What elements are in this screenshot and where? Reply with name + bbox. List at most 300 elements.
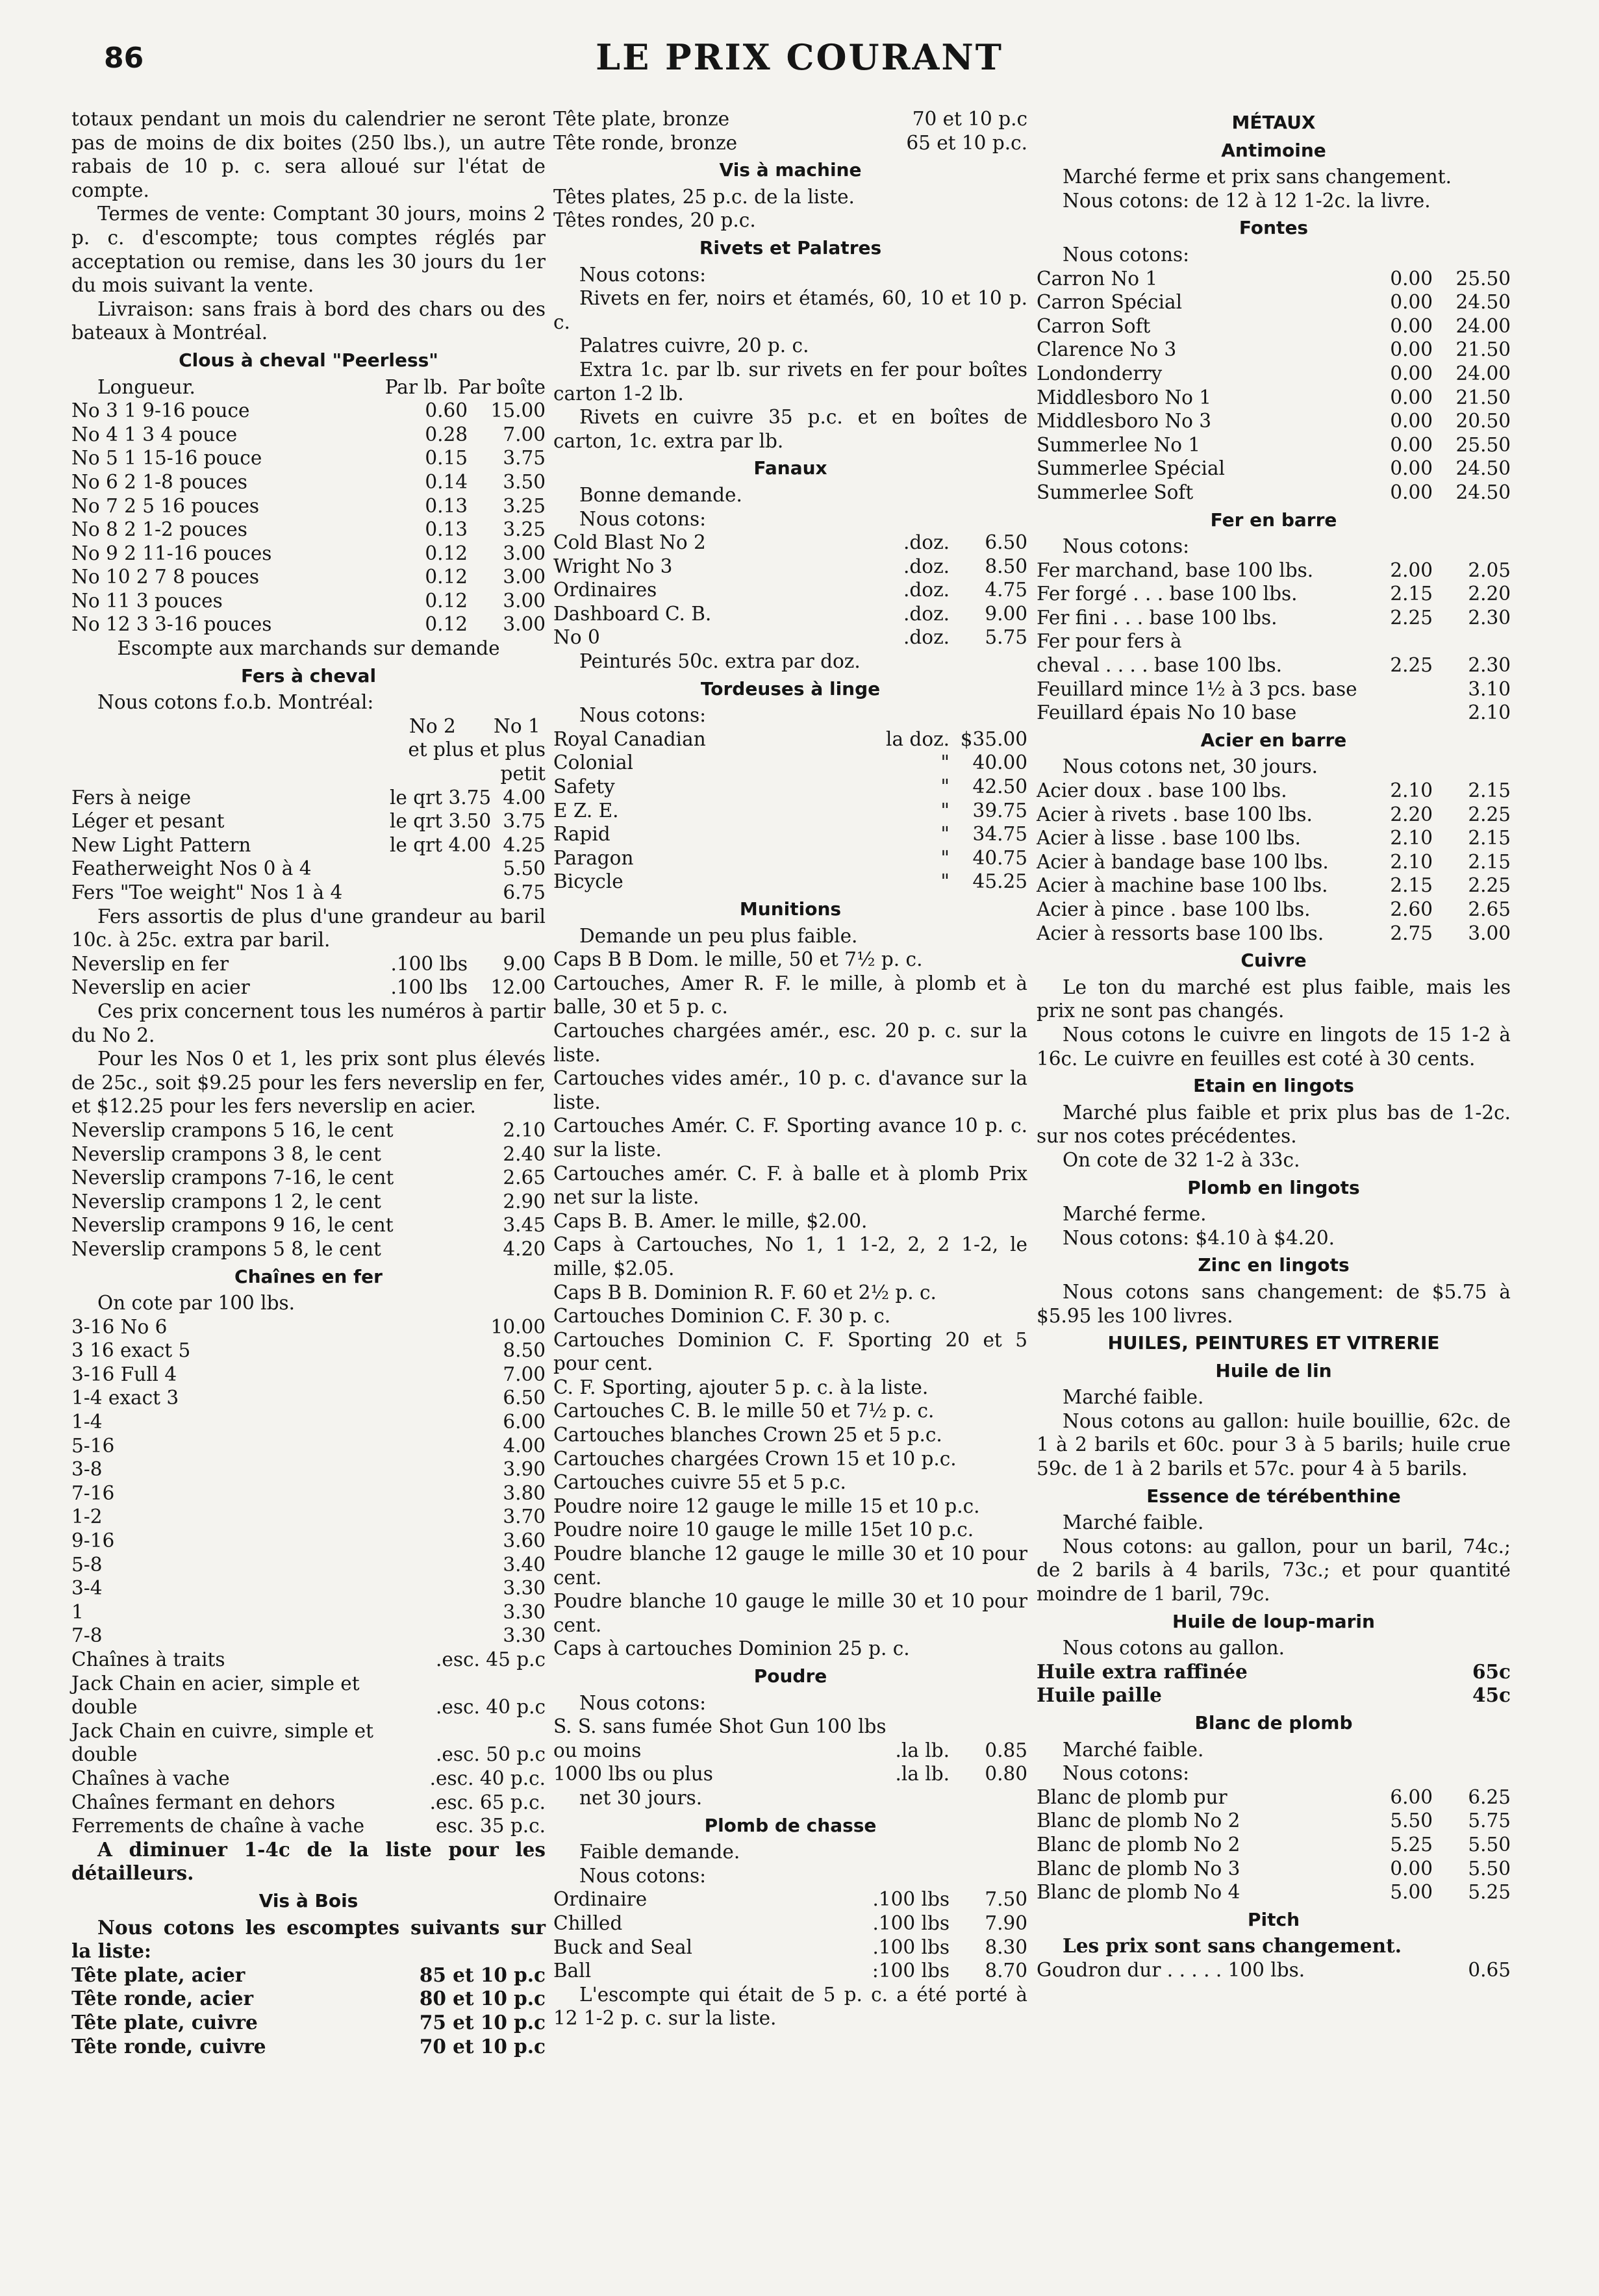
section-title: Plomb de chasse [704,1814,877,1836]
price-value: 4.75 [985,579,1027,601]
paragraph: Nous cotons au gallon: huile bouillie, 62c. de 1 à 2 barils et 60c. pour 3 à 5 barils; huile crue 59c. de 1 à 2 barils et 57c. pour 4 à 5 barils. [1037,1409,1511,1480]
item-label: Ball [553,1960,592,1982]
section-title: Zinc en lingots [1198,1254,1350,1276]
paragraph: Caps B B. Dominion R. F. 60 et 2½ p. c. [553,1281,937,1304]
item-label: Blanc de plomb No 4 [1037,1881,1240,1904]
paragraph: Livraison: sans frais à bord des chars ou des bateaux à Montréal. [71,297,546,344]
item-label: Neverslip crampons 5 8, le cent [71,1237,381,1260]
price-value: 4.00 [503,786,546,809]
paragraph: Demande un peu plus faible. [579,924,858,947]
price-value: 4.00 [503,1434,546,1457]
price-value: 0.00 [1390,267,1433,290]
price-row [71,2011,546,2035]
price-row [1037,898,1511,922]
price-value: " [940,776,950,798]
price-row [71,1695,546,1719]
paragraph: Marché faible. [1063,1738,1204,1761]
item-label: Huile extra raffinée [1037,1659,1248,1683]
price-row [1037,433,1511,457]
paragraph: Nous cotons: [579,1864,707,1887]
item-label: Bicycle [553,870,623,893]
section-title: Huile de lin [1215,1359,1332,1381]
item-label: Neverslip crampons 7-16, le cent [71,1167,394,1189]
price-value: 3.00 [503,542,546,564]
paragraph: Peinturés 50c. extra par doz. [579,650,861,673]
paragraph: Marché faible. [1063,1386,1204,1409]
paragraph: Nous cotons f.o.b. Montréal: [97,691,374,714]
price-value: 4.25 [503,833,546,856]
item-label: Royal Canadian [553,727,706,750]
paragraph: Nous cotons: $4.10 à $4.20. [1063,1226,1335,1249]
item-label: Blanc de plomb pur [1037,1785,1228,1808]
price-row [553,1959,1027,1983]
item-label: double [71,1696,138,1719]
paragraph: Termes de vente: Comptant 30 jours, moins 2 p. c. d'escompte; tous comptes réglés par acceptation ou remise, dans les 30 jours du 1er du mois suivant la vente. [71,203,546,297]
price-value: 2.40 [503,1142,546,1165]
price-value: 2.10 [503,1118,546,1141]
price-value: 3.80 [503,1482,546,1504]
price-value: 2.25 [1468,803,1511,826]
price-row [1037,1880,1511,1904]
price-row [553,602,1027,626]
price-value: .esc. 40 p.c [436,1696,546,1719]
item-label: Summerlee No 1 [1037,433,1201,456]
price-value: 5.75 [1468,1810,1511,1832]
item-label: Ordinaires [553,579,657,601]
item-label: Safety [553,776,615,798]
price-value: 3.00 [503,613,546,636]
price-value: 3.50 [503,470,546,493]
price-row [1037,922,1511,946]
price-row [1037,481,1511,505]
price-value: le qrt 3.50 [390,810,492,833]
price-value: 24.00 [1455,362,1511,385]
price-value: 3.30 [503,1600,546,1623]
price-value: 2.05 [1468,559,1511,581]
price-value: 6.50 [985,531,1027,554]
price-row [71,1315,546,1339]
price-row [1037,314,1511,338]
item-label: 1-2 [71,1506,103,1528]
price-value: 3.25 [503,494,546,517]
price-row [71,1237,546,1261]
section-title: Vis à machine [719,159,862,181]
price-value: 5.00 [1390,1881,1433,1904]
item-label: Chilled [553,1911,623,1934]
item-label: Dashboard C. B. [553,602,712,625]
price-value: 0.00 [1390,433,1433,456]
price-value: 12.00 [490,976,546,999]
price-value: 0.13 [425,518,468,541]
table-header [71,375,546,399]
price-row [71,589,546,613]
price-row [1037,653,1511,677]
price-row [71,1457,546,1482]
price-value: 10.00 [490,1315,546,1338]
price-row [71,833,546,857]
price-value: 34.75 [972,823,1027,846]
price-value: 3.10 [1468,677,1511,700]
price-value: 0.14 [425,470,468,493]
price-value: .esc. 40 p.c. [429,1767,546,1789]
paragraph: On cote par 100 lbs. [97,1292,296,1315]
item-label: 5-8 [71,1553,103,1576]
item-label: S. S. sans fumée Shot Gun 100 lbs [553,1715,887,1738]
paragraph: Marché faible. [1063,1511,1204,1534]
item-label: Léger et pesant [71,810,225,833]
price-row [553,846,1027,870]
price-value: $35.00 [960,727,1027,750]
price-value: 0.00 [1390,314,1433,337]
price-value: 5.50 [1468,1857,1511,1880]
paragraph: Nous cotons: [579,704,707,727]
paragraph: Nous cotons: [579,263,707,286]
section-title: Clous à cheval "Peerless" [179,349,438,371]
section-title: Cuivre [1240,950,1307,972]
item-label: Acier à lisse . base 100 lbs. [1037,827,1301,850]
price-row [71,1505,546,1529]
price-value: 21.50 [1455,386,1511,409]
price-value: 8.50 [503,1339,546,1362]
item-label: Middlesboro No 3 [1037,410,1212,433]
price-value: 2.65 [1468,898,1511,920]
price-value: 2.60 [1390,898,1433,920]
price-row [1037,629,1511,653]
item-label: Summerlee Soft [1037,481,1194,503]
col-header: petit [500,763,546,785]
page-number: 86 [104,42,144,75]
paragraph: Marché plus faible et prix plus bas de 1-2c. sur nos cotes précédentes. [1037,1101,1511,1148]
price-value: 5.50 [503,857,546,880]
item-label: No 10 2 7 8 pouces [71,566,260,588]
price-row [71,1814,546,1838]
price-value: 0.00 [1390,291,1433,314]
section-title: Vis à Bois [258,1889,359,1911]
price-row [71,2035,546,2059]
item-label: 1000 lbs ou plus [553,1763,713,1785]
text-line: Têtes rondes, 20 p.c. [553,209,756,232]
price-value: 25.50 [1455,267,1511,290]
price-row [71,1190,546,1214]
price-row [1037,1660,1511,1684]
item-label: Carron No 1 [1037,267,1158,290]
item-label: Fer pour fers à [1037,630,1182,653]
section-title: Fers à cheval [240,664,377,687]
price-value [964,1715,1027,1739]
item-label: 3-16 No 6 [71,1315,168,1338]
item-label: Colonial [553,751,633,774]
table-header [71,714,546,738]
price-value: 3.60 [503,1530,546,1552]
price-value: 7.50 [985,1888,1027,1911]
price-row [71,494,546,518]
col-header: Par lb. [384,375,448,398]
table-header [71,762,546,786]
price-value: .doz. [903,579,950,601]
price-row [1037,267,1511,291]
item-label: double [71,1743,138,1766]
item-label: Goudron dur . . . . . 100 lbs. [1037,1958,1305,1981]
price-value [1355,701,1433,725]
paragraph: Fers assortis de plus d'une grandeur au baril 10c. à 25c. extra par baril. [71,905,546,952]
paragraph: Pour les Nos 0 et 1, les prix sont plus élevés de 25c., soit $9.25 pour les fers neverslip en fer, et $12.25 pour les fers neverslip en acier. [71,1048,546,1118]
price-row [1037,606,1511,630]
price-row [71,1987,546,2011]
item-label: Clarence No 3 [1037,338,1177,361]
item-label: Carron Soft [1037,314,1151,337]
price-value: esc. 35 p.c. [436,1815,546,1837]
price-row [553,751,1027,775]
price-row [1037,386,1511,410]
price-value: .doz. [903,531,950,554]
price-value: 0.00 [1390,362,1433,385]
price-row [71,952,546,976]
section-title: Poudre [753,1665,827,1687]
item-label: Rapid [553,823,611,846]
item-label: 3-8 [71,1458,103,1481]
price-value: .doz. [903,555,950,577]
price-value: 7.00 [503,423,546,446]
price-value: 2.15 [1468,850,1511,873]
section-title: Etain en lingots [1193,1075,1354,1097]
price-row [553,799,1027,823]
price-value: le qrt 3.75 [390,786,492,809]
price-row [71,470,546,494]
paragraph: Cartouches Amér. C. F. Sporting avance 10 p. c. sur la liste. [553,1115,1027,1161]
item-label: Chaînes à vache [71,1767,230,1789]
paragraph: net 30 jours. [579,1786,703,1809]
price-value: 85 et 10 p.c [419,1963,546,1986]
paragraph: Nous cotons les escomptes suivants sur la liste: [71,1915,546,1963]
price-value: 2.15 [1390,583,1433,605]
price-row [71,1553,546,1577]
item-label: Feuillard épais No 10 base [1037,701,1297,724]
price-row [553,822,1027,846]
price-row [71,1963,546,1987]
price-row [71,1529,546,1553]
price-row [1037,1857,1511,1881]
price-value: 4.20 [503,1237,546,1260]
price-value: 3.90 [503,1458,546,1481]
paragraph: Cartouches vides amér., 10 p. c. d'avance sur la liste. [553,1067,1027,1113]
paragraph: Nous cotons: [1063,243,1190,266]
price-value: 5.75 [985,626,1027,649]
item-label: Neverslip crampons 9 16, le cent [71,1214,394,1237]
item-label: E Z. E. [553,799,619,822]
price-row [71,1142,546,1167]
item-label: Fer fini . . . base 100 lbs. [1037,606,1278,629]
price-value: 2.90 [503,1190,546,1213]
price-value: 2.00 [1390,559,1433,581]
price-value: 0.12 [425,589,468,612]
item-label: Ferrements de chaîne à vache [71,1815,365,1837]
item-label: New Light Pattern [71,833,251,856]
paragraph: Poudre noire 10 gauge le mille 15et 10 p.c. [553,1519,974,1541]
price-row [71,612,546,637]
paragraph: Caps à Cartouches, No 1, 1 1-2, 2, 2 1-2, le mille, $2.05. [553,1233,1027,1280]
price-row [71,1386,546,1410]
item-label: 1-4 [71,1411,103,1433]
item-label: Ordinaire [553,1888,648,1911]
page-title: LE PRIX COURANT [596,36,1003,78]
price-row [1037,779,1511,803]
price-row [553,578,1027,602]
price-value: 2.20 [1390,803,1433,826]
section-title: Fontes [1239,217,1309,239]
price-value: 3.75 [503,447,546,470]
section-title: Blanc de plomb [1194,1712,1353,1734]
item-label: Fer forgé . . . base 100 lbs. [1037,583,1298,605]
price-row [71,1624,546,1648]
price-value: 6.50 [503,1387,546,1409]
price-value: 3.00 [503,566,546,588]
price-row [553,1911,1027,1936]
price-row [71,786,546,810]
price-value: .esc. 65 p.c. [429,1791,546,1813]
item-label: 7-16 [71,1482,115,1504]
price-value: 8.50 [985,555,1027,577]
paragraph: Extra 1c. par lb. sur rivets en fer pour boîtes carton 1-2 lb. [553,358,1027,405]
item-label: 3-16 Full 4 [71,1363,177,1385]
price-value: 24.50 [1455,291,1511,314]
item-label: No 5 1 15-16 pouce [71,447,262,470]
item-label: No 6 2 1-8 pouces [71,470,247,493]
price-value: 9.00 [503,952,546,975]
paragraph: Ces prix concernent tous les numéros à partir du No 2. [71,1000,546,1046]
price-value: 8.30 [985,1936,1027,1958]
item-label: Fer marchand, base 100 lbs. [1037,559,1314,581]
price-value: 0.12 [425,613,468,636]
price-value: 0.00 [1390,481,1433,503]
price-value: 70 et 10 p.c [912,108,1027,130]
price-value: 0.12 [425,542,468,564]
price-value: 0.12 [425,566,468,588]
price-row [71,446,546,470]
price-value: 40.00 [972,751,1027,774]
price-row [553,625,1027,650]
price-row [1037,803,1511,827]
price-row [1037,701,1511,725]
price-row [71,1648,546,1672]
price-value: 3.25 [503,518,546,541]
item-label: Jack Chain en acier, simple et [71,1672,360,1695]
price-value: 75 et 10 p.c [419,2010,546,2034]
item-label: Acier à bandage base 100 lbs. [1037,850,1329,873]
price-row [71,1339,546,1363]
price-row [71,1166,546,1190]
item-label: Neverslip en acier [71,976,250,999]
price-row [1037,1809,1511,1833]
price-value: 0.00 [1390,457,1433,480]
price-value: 5.25 [1390,1833,1433,1856]
price-value: 3.40 [503,1553,546,1576]
price-value: 65 et 10 p.c. [906,131,1027,154]
col-header: et plus et plus [408,738,546,761]
price-row [1037,338,1511,362]
price-value: 9.00 [985,602,1027,625]
price-value: .la lb. [895,1763,950,1785]
paragraph: On cote de 32 1-2 à 33c. [1063,1148,1300,1171]
price-value: 0.00 [1390,386,1433,409]
price-value: .100 lbs [872,1936,950,1958]
item-label: Acier à pince . base 100 lbs. [1037,898,1311,920]
item-label: 3 16 exact 5 [71,1339,191,1362]
price-value: 6.75 [503,881,546,903]
paragraph: totaux pendant un mois du calendrier ne seront pas de moins de dix boites (250 lbs.), un autre rabais de 10 p. c. sera alloué sur l'état de compte. [71,108,546,201]
price-value: 5.25 [1468,1881,1511,1904]
item-label: Neverslip crampons 1 2, le cent [71,1190,381,1213]
item-label: 5-16 [71,1434,115,1457]
price-value: 2.15 [1390,874,1433,897]
price-row [553,1715,1027,1739]
price-row [553,131,1027,155]
item-label: Chaînes à traits [71,1648,225,1671]
price-row [71,1434,546,1458]
price-value: 24.50 [1455,481,1511,503]
item-label: cheval . . . . base 100 lbs. [1037,654,1283,677]
item-label: No 0 [553,626,600,649]
item-label: No 3 1 9-16 pouce [71,399,250,422]
price-row [71,1791,546,1815]
price-value: 3.70 [503,1506,546,1528]
item-label: Wright No 3 [553,555,673,577]
paragraph: Cartouches blanches Crown 25 et 5 p.c. [553,1424,942,1446]
column-2 [553,107,1027,2030]
item-label: Blanc de plomb No 3 [1037,1857,1240,1880]
price-value: 42.50 [972,776,1027,798]
price-value: 2.10 [1390,850,1433,873]
item-label: Neverslip crampons 5 16, le cent [71,1118,394,1141]
price-value: 6.00 [1390,1785,1433,1808]
price-value: 21.50 [1455,338,1511,361]
item-label: Acier à ressorts base 100 lbs. [1037,922,1324,944]
price-value: .100 lbs [390,952,468,975]
price-row [1037,1785,1511,1810]
price-value: 2.25 [1468,874,1511,897]
price-value: 25.50 [1455,433,1511,456]
price-value: .100 lbs [872,1888,950,1911]
col-header: No 1 [494,714,540,737]
price-value: .doz. [903,626,950,649]
price-value: 45.25 [972,870,1027,893]
price-value [390,857,468,881]
price-row [71,976,546,1000]
price-row [553,775,1027,799]
price-row [1037,1833,1511,1857]
price-value: 2.15 [1468,827,1511,850]
table-header [71,738,546,762]
price-row [553,531,1027,555]
note: Escompte aux marchands sur demande [117,637,500,660]
price-value: 0.28 [425,423,468,446]
paragraph: Cartouches Dominion C. F. 30 p. c. [553,1305,891,1328]
price-row [71,399,546,423]
item-label: 9-16 [71,1530,115,1552]
item-label: ou moins [553,1739,642,1761]
paragraph: Les prix sont sans changement. [1063,1934,1402,1958]
price-value: 0.85 [985,1739,1027,1761]
price-row [71,1363,546,1387]
price-value: 2.30 [1468,606,1511,629]
price-row [71,1118,546,1142]
price-value: 2.10 [1468,701,1511,724]
price-value [390,881,468,905]
item-label: Acier à machine base 100 lbs. [1037,874,1328,897]
paragraph: A diminuer 1-4c de la liste pour les détailleurs. [71,1837,546,1885]
price-value: 0.60 [425,399,468,422]
paragraph: Poudre noire 12 gauge le mille 15 et 10 p.c. [553,1495,980,1517]
paragraph: Caps à cartouches Dominion 25 p. c. [553,1637,910,1660]
